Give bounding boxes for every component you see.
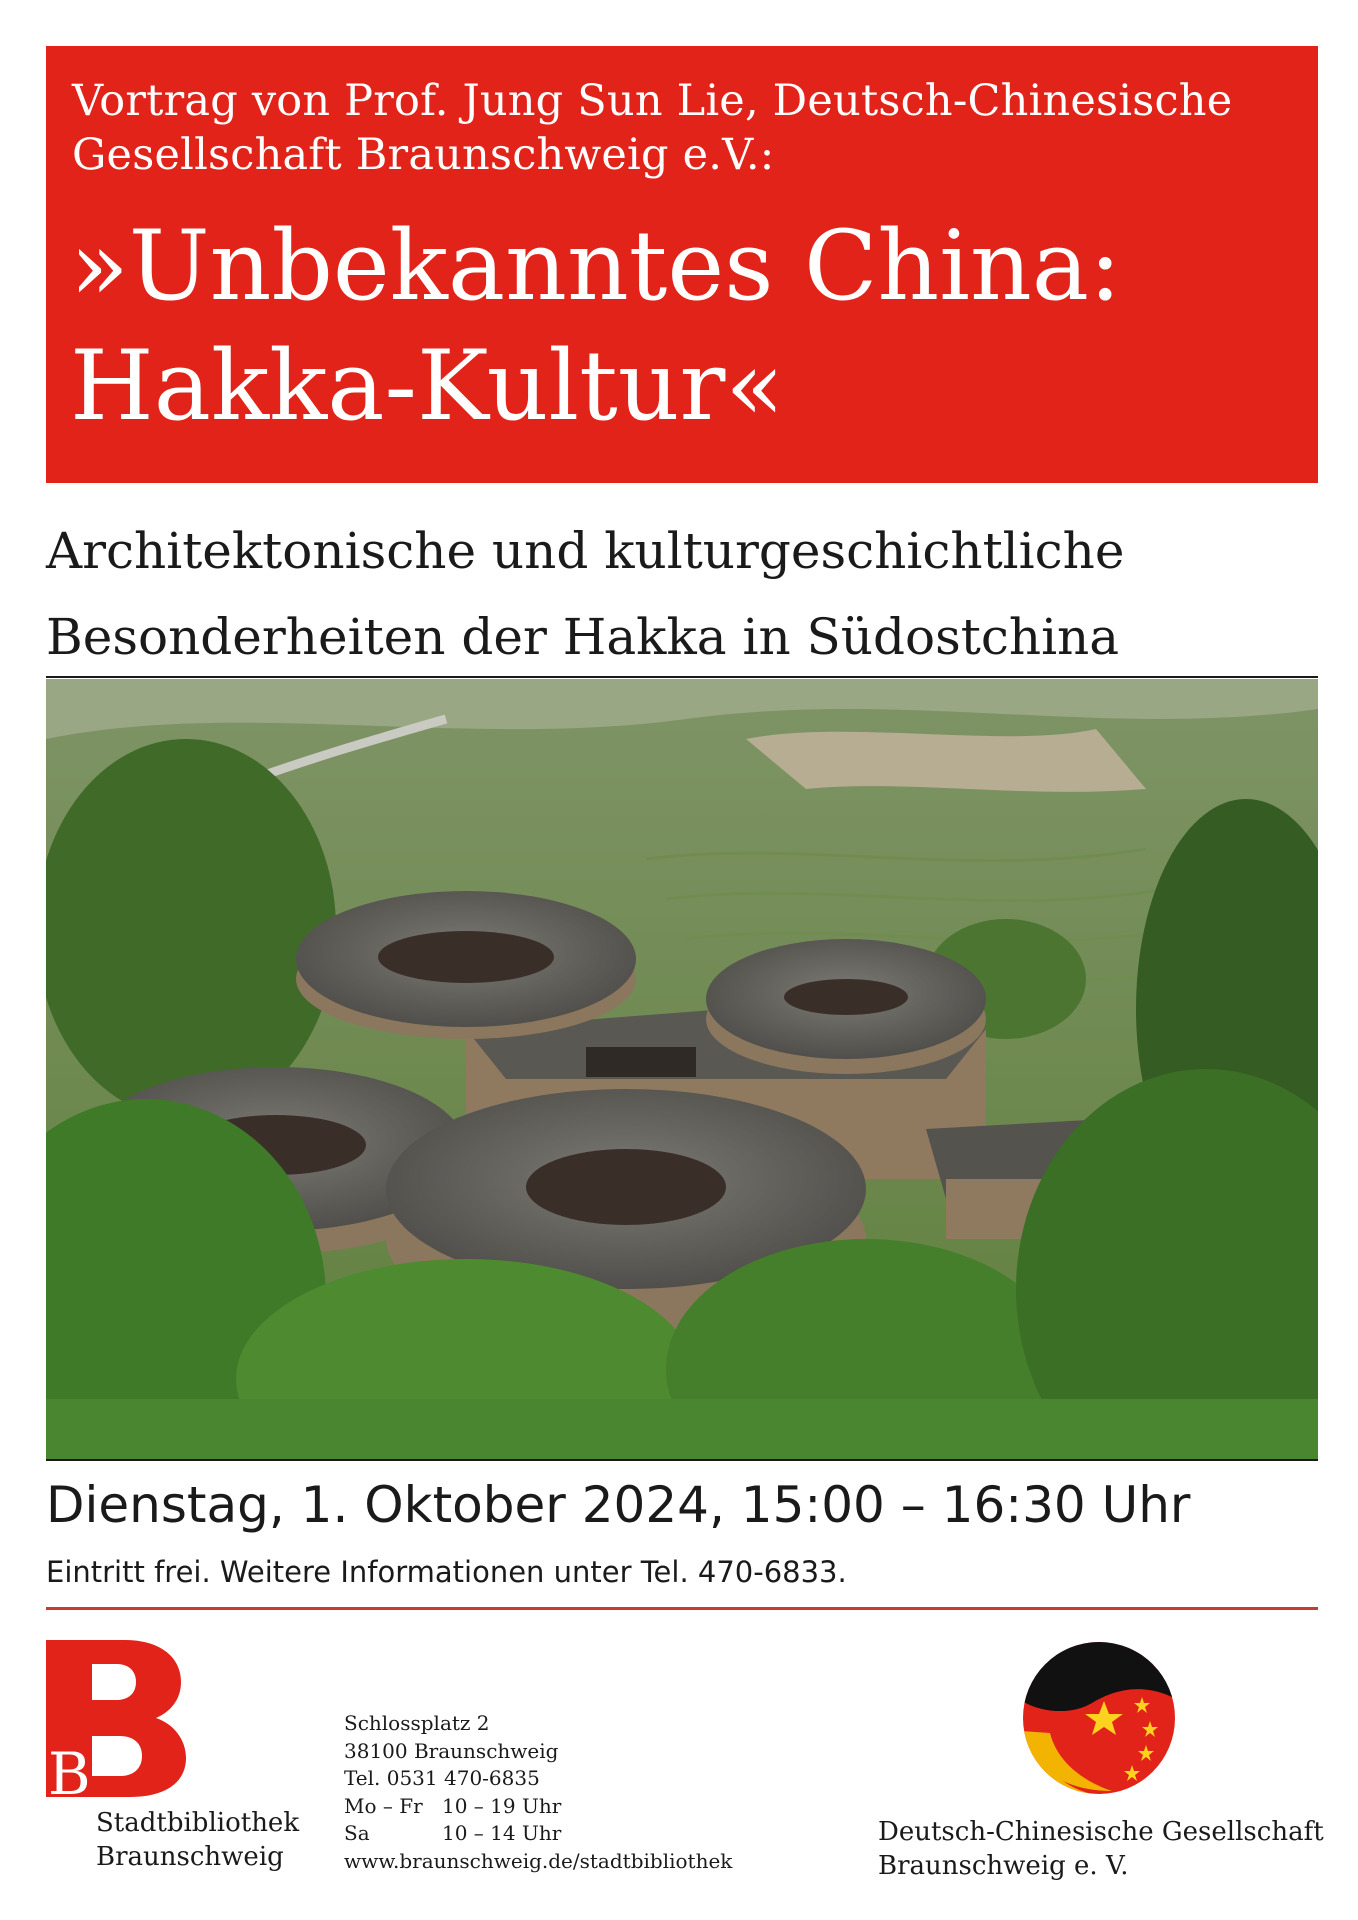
library-address — [344, 1710, 732, 1875]
divider-red — [46, 1607, 1318, 1610]
title-line-2: Hakka-Kultur« — [70, 330, 785, 442]
address-street: Schlossplatz 2 — [344, 1711, 490, 1735]
event-info: Eintritt frei. Weitere Informationen unter Tel. 470-6833. — [46, 1555, 847, 1589]
title-line-1: »Unbekanntes China: — [70, 210, 1122, 322]
logo-letter: B — [48, 1740, 91, 1797]
event-datetime: Dienstag, 1. Oktober 2024, 15:00 – 16:30 Uhr — [46, 1476, 1191, 1534]
tulou-back-left — [296, 891, 636, 1039]
hours-day: Sa — [344, 1821, 370, 1845]
hours-day: Mo – Fr — [344, 1793, 423, 1818]
library-name-line-1: Stadtbibliothek — [96, 1808, 300, 1838]
address-city: 38100 Braunschweig — [344, 1738, 559, 1763]
hours-row — [344, 1793, 732, 1821]
society-name — [878, 1815, 1324, 1883]
hours-row — [344, 1820, 732, 1848]
intro-line-2: Gesellschaft Braunschweig e.V.: — [72, 130, 775, 180]
tulou-back-right — [706, 939, 986, 1074]
society-logo-icon — [1022, 1641, 1176, 1795]
subtitle-line-1: Architektonische und kulturgeschichtliche — [46, 522, 1125, 580]
lecture-subtitle — [46, 508, 1316, 680]
hours-time: 10 – 14 Uhr — [442, 1821, 562, 1845]
library-name — [96, 1806, 299, 1874]
header-banner — [46, 46, 1318, 483]
library-website[interactable]: www.braunschweig.de/stadtbibliothek — [344, 1848, 733, 1873]
divider-photo-bottom — [46, 1459, 1318, 1461]
divider-top — [46, 676, 1318, 678]
intro-line-1: Vortrag von Prof. Jung Sun Lie, Deutsch-Chinesische — [72, 76, 1233, 126]
society-name-line-1: Deutsch-Chinesische Gesellschaft — [878, 1817, 1324, 1847]
tulou-landscape-illustration — [46, 679, 1318, 1459]
subtitle-line-2: Besonderheiten der Hakka in Südostchina — [46, 608, 1120, 666]
lecture-title — [70, 206, 1310, 446]
society-name-line-2: Braunschweig e. V. — [878, 1851, 1129, 1881]
library-name-line-2: Braunschweig — [96, 1842, 284, 1872]
stadtbibliothek-logo — [46, 1640, 186, 1797]
library-phone: Tel. 0531 470-6835 — [344, 1766, 540, 1790]
tulou-photo — [46, 679, 1318, 1459]
hours-time: 10 – 19 Uhr — [442, 1793, 562, 1818]
lecture-intro — [72, 74, 1312, 182]
